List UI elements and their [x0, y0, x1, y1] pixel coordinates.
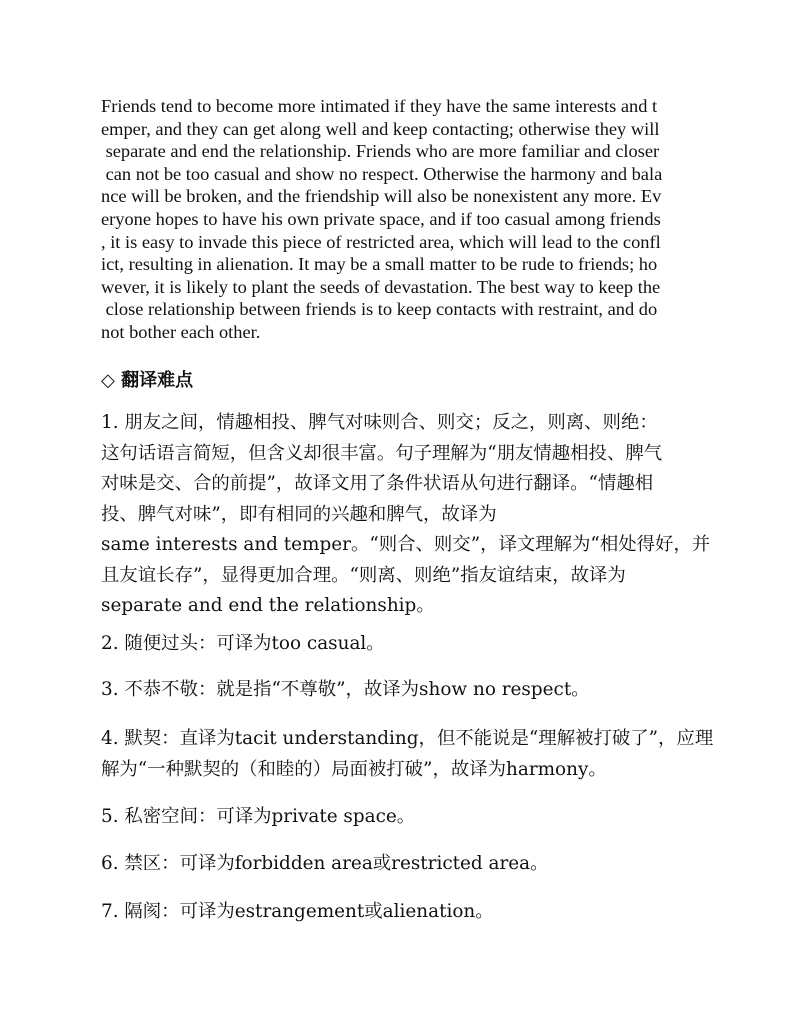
passage-line: not bother each other. — [101, 321, 261, 342]
passage-line: wever, it is likely to plant the seeds of devastation. The best way to keep the — [101, 276, 661, 297]
note-line: 解为“一种默契的（和睦的）局面被打破”，故译为harmony。 — [101, 758, 607, 780]
passage-line: Friends tend to become more intimated if they have the same interests and t — [101, 96, 658, 116]
note-line: 这句话语言简短，但含义却很丰富。句子理解为“朋友情趣相投、脾气 — [101, 442, 663, 464]
note-line: 且友谊长存”，显得更加合理。“则离、则绝”指友谊结束，故译为 — [101, 564, 626, 586]
passage-line: can not be too casual and show no respect. Otherwise the harmony and bala — [101, 163, 663, 184]
english-passage — [101, 95, 701, 344]
note-line: 6. 禁区：可译为forbidden area或restricted area。 — [101, 853, 549, 874]
note-line: same interests and temper。“则合、则交”，译文理解为“相处得好，并 — [101, 534, 711, 555]
passage-line: , it is easy to invade this piece of restricted area, which will lead to the confl — [101, 231, 661, 252]
note-line: separate and end the relationship。 — [101, 595, 435, 616]
note-item-6 — [101, 849, 711, 880]
note-line: 5. 私密空间：可译为private space。 — [101, 806, 416, 827]
note-line: 2. 随便过头：可译为too casual。 — [101, 633, 385, 654]
note-line: 1. 朋友之间，情趣相投、脾气对味则合、则交；反之，则离、则绝： — [101, 412, 658, 433]
passage-line: close relationship between friends is to keep contacts with restraint, and do — [101, 299, 658, 320]
section-heading: ◇ 翻译难点 — [101, 370, 194, 391]
note-item-4 — [101, 724, 714, 785]
note-line: 投、脾气对味”，即有相同的兴趣和脾气，故译为 — [101, 503, 497, 525]
note-item-3 — [101, 675, 711, 706]
note-line: 4. 默契：直译为tacit understanding，但不能说是“理解被打破了”，应理 — [101, 728, 714, 749]
passage-line: emper, and they can get along well and keep contacting; otherwise they will — [101, 118, 660, 139]
passage-line: separate and end the relationship. Friends who are more familiar and closer — [101, 141, 660, 162]
note-item-5 — [101, 802, 711, 833]
passage-line: ict, resulting in alienation. It may be a small matter to be rude to friends; ho — [101, 254, 658, 275]
note-line: 对味是交、合的前提”，故译文用了条件状语从句进行翻译。“情趣相 — [101, 473, 654, 494]
note-item-2 — [101, 629, 711, 660]
note-item-1 — [101, 408, 711, 622]
note-line: 3. 不恭不敬：就是指“不尊敬”，故译为show no respect。 — [101, 679, 590, 700]
note-line: 7. 隔阂：可译为estrangement或alienation。 — [101, 901, 494, 922]
note-item-7 — [101, 897, 711, 928]
passage-line: eryone hopes to have his own private space, and if too casual among friends — [101, 208, 661, 229]
passage-line: nce will be broken, and the friendship will also be nonexistent any more. Ev — [101, 186, 662, 207]
